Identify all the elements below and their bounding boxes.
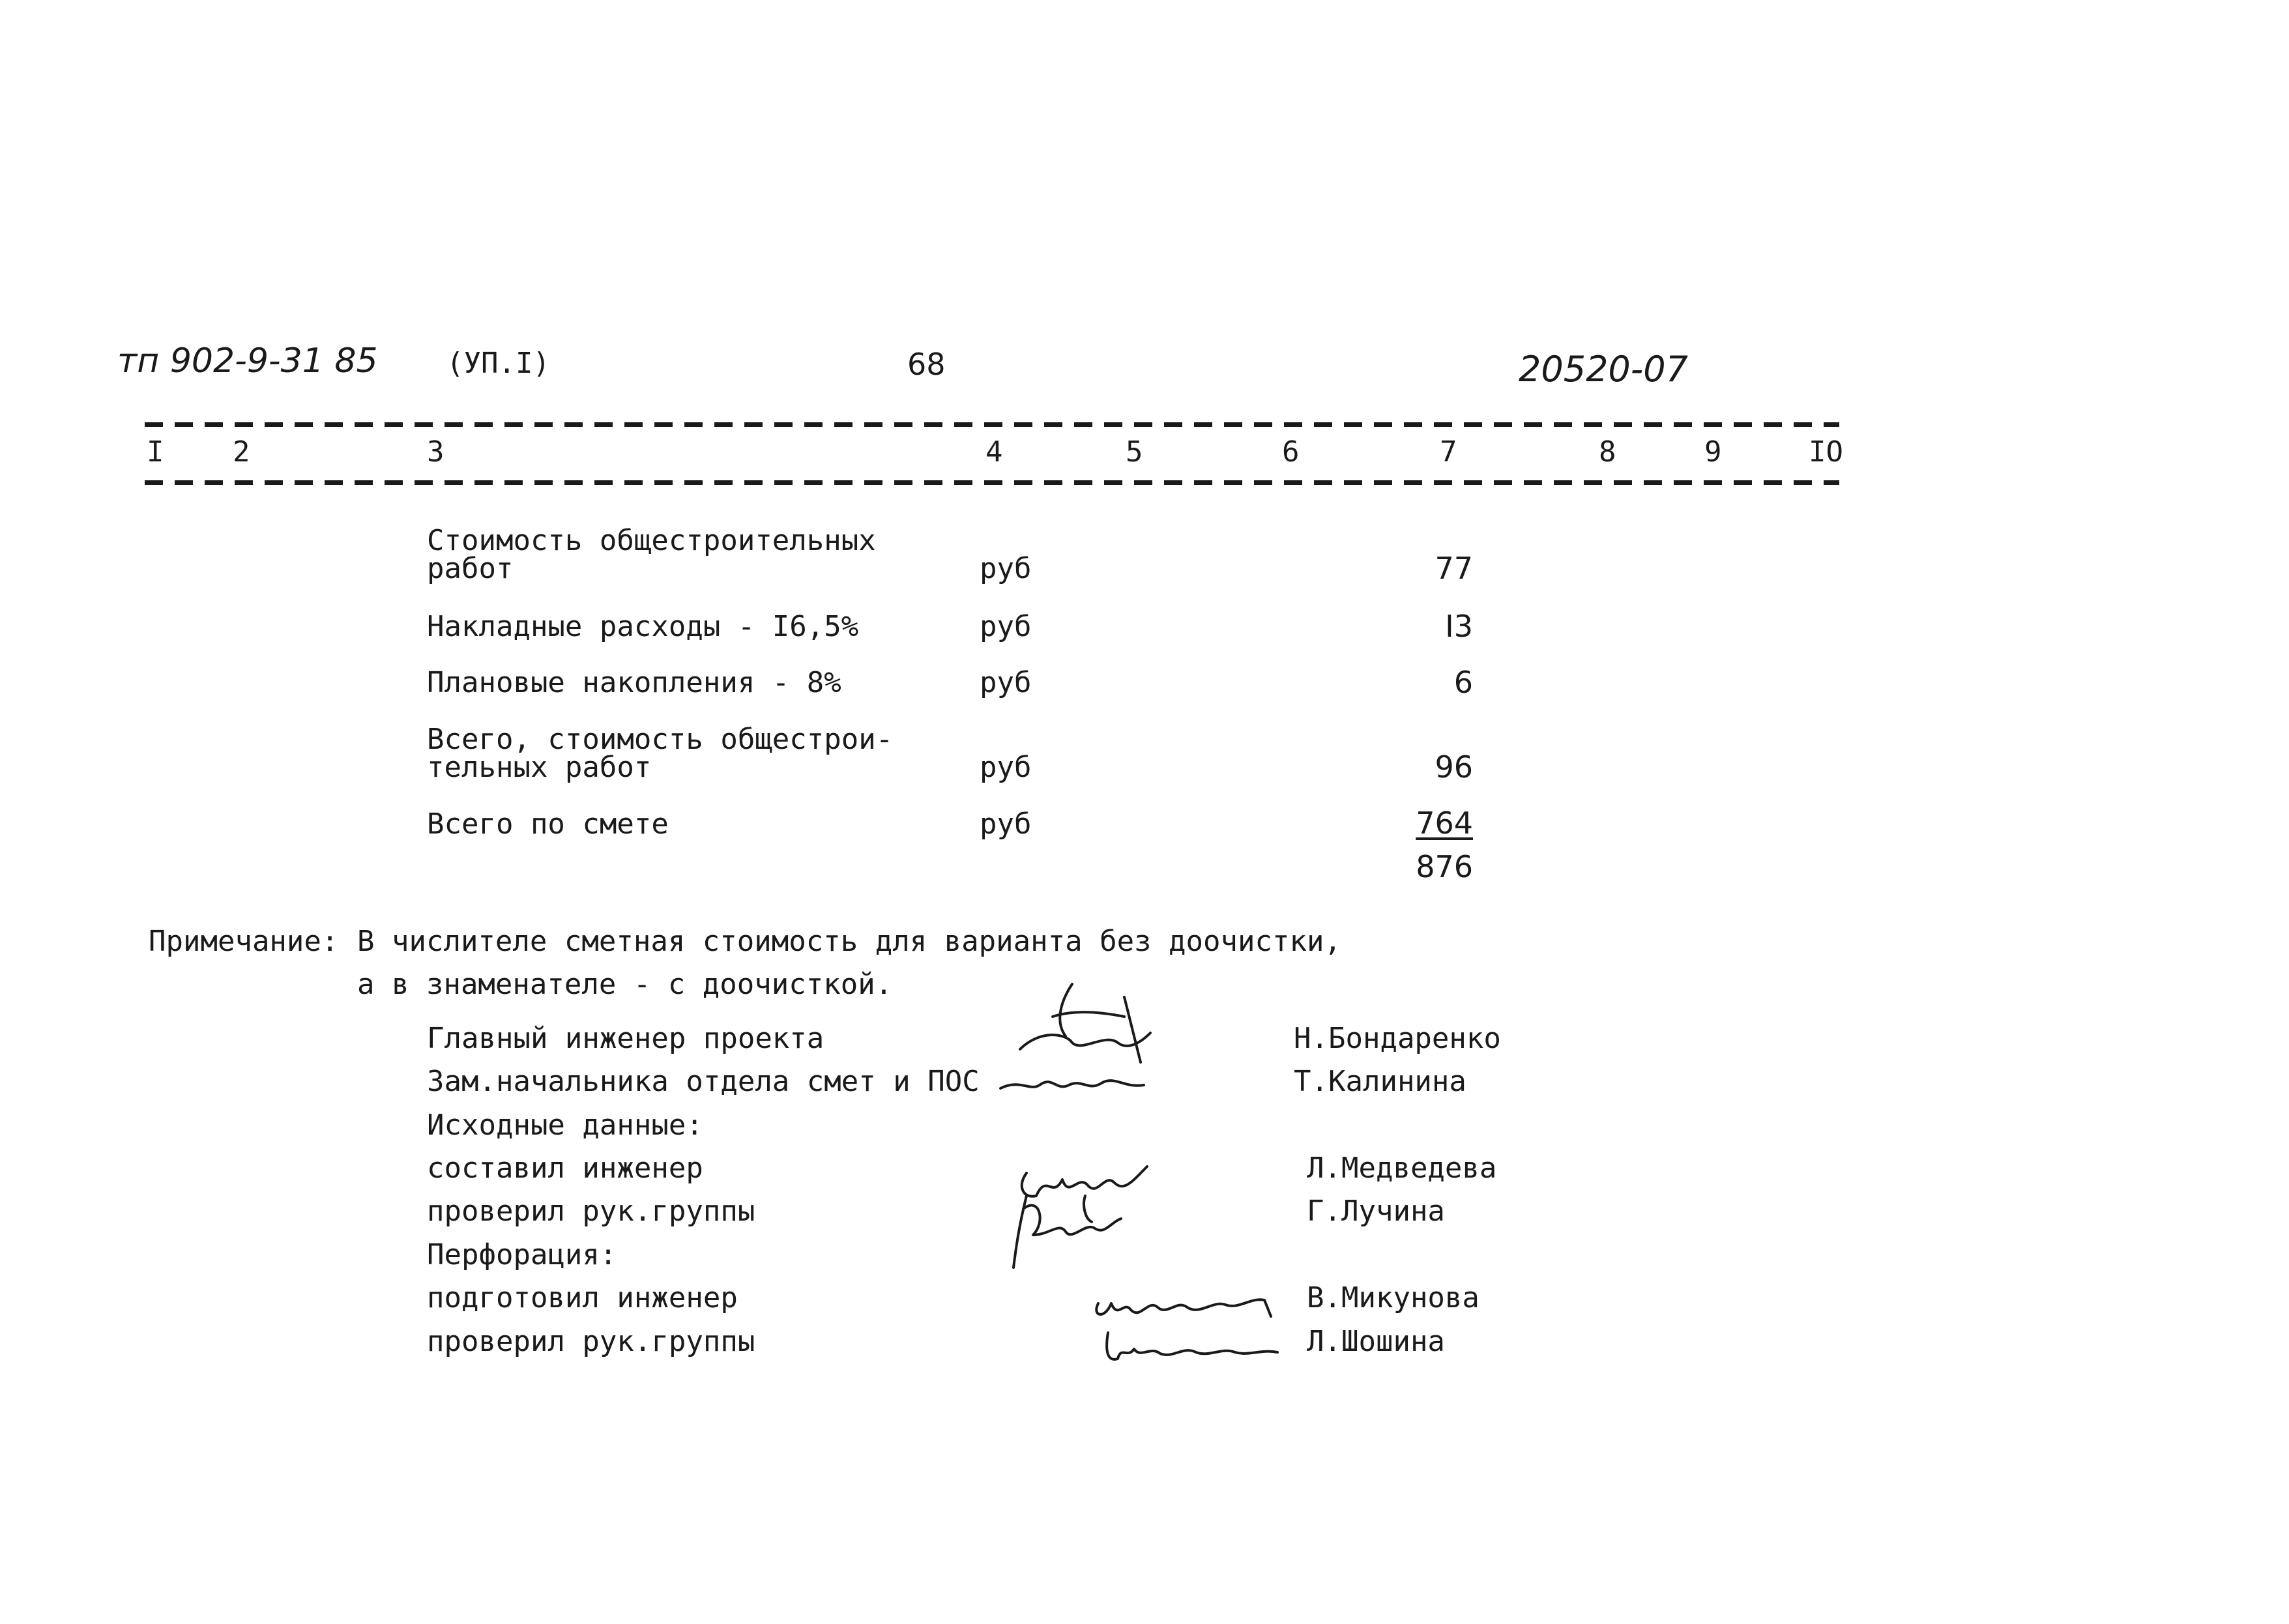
header-rule-top: [145, 422, 1839, 427]
note-line: В числителе сметная стоимость для варианта без доочистки,: [357, 925, 1341, 958]
row-unit: руб: [980, 552, 1032, 585]
row-unit: руб: [980, 666, 1032, 699]
signature-role: проверил рук.группы: [427, 1195, 755, 1228]
handwritten-signature: [994, 1183, 1137, 1274]
reference-number: 20520-07: [1519, 349, 1688, 390]
album-label: (УП.I): [446, 347, 550, 380]
row-value-denominator: 876: [1416, 849, 1473, 884]
signature-role: Перфорация:: [427, 1238, 617, 1271]
column-number: 5: [1126, 435, 1143, 469]
row-name: Стоимость общестроительных работ: [427, 524, 876, 585]
column-number: 8: [1599, 435, 1616, 469]
column-number: IO: [1809, 435, 1843, 469]
signature-role: составил инженер: [427, 1152, 703, 1185]
column-number: 9: [1704, 435, 1722, 469]
row-name: Накладные расходы - I6,5%: [427, 610, 859, 643]
handwritten-signature: [994, 1056, 1163, 1108]
row-unit: руб: [980, 807, 1032, 841]
row-value: I3: [1445, 609, 1473, 644]
signature-role: Исходные данные:: [427, 1109, 703, 1142]
signature-role: подготовил инженер: [427, 1281, 738, 1314]
page-number: 68: [907, 347, 946, 382]
header-rule-bottom: [145, 480, 1839, 485]
column-number: 7: [1440, 435, 1457, 469]
signature-name: Н.Бондаренко: [1294, 1022, 1501, 1055]
signature-name: Л.Шошина: [1307, 1325, 1445, 1358]
signature-role: проверил рук.группы: [427, 1325, 755, 1358]
row-name: Плановые накопления - 8%: [427, 666, 841, 699]
column-number: 2: [233, 435, 250, 469]
row-unit: руб: [980, 751, 1032, 784]
note-label: Примечание:: [149, 925, 339, 958]
row-value: 6: [1453, 665, 1473, 700]
signature-name: Т.Калинина: [1294, 1065, 1466, 1098]
signature-role: Зам.начальника отдела смет и ПОС: [427, 1065, 980, 1098]
column-number: I: [147, 435, 164, 469]
signature-name: В.Микунова: [1307, 1281, 1480, 1314]
signature-name: Л.Медведева: [1307, 1152, 1497, 1185]
row-name: Всего по смете: [427, 807, 669, 841]
handwritten-signature: [1098, 1320, 1307, 1372]
note-line: а в знаменателе - с доочисткой.: [357, 968, 893, 1001]
column-number: 6: [1282, 435, 1300, 469]
column-number: 4: [985, 435, 1003, 469]
row-value: 77: [1435, 551, 1473, 586]
row-unit: руб: [980, 610, 1032, 643]
row-name: Всего, стоимость общестрои- тельных работ: [427, 723, 894, 784]
column-number: 3: [427, 435, 445, 469]
signature-name: Г.Лучина: [1307, 1195, 1445, 1228]
doc-code: тп 902-9-31 85: [117, 341, 378, 381]
row-value-numerator: 764: [1416, 805, 1473, 841]
row-value: 96: [1435, 749, 1473, 785]
signature-role: Главный инженер проекта: [427, 1022, 824, 1055]
